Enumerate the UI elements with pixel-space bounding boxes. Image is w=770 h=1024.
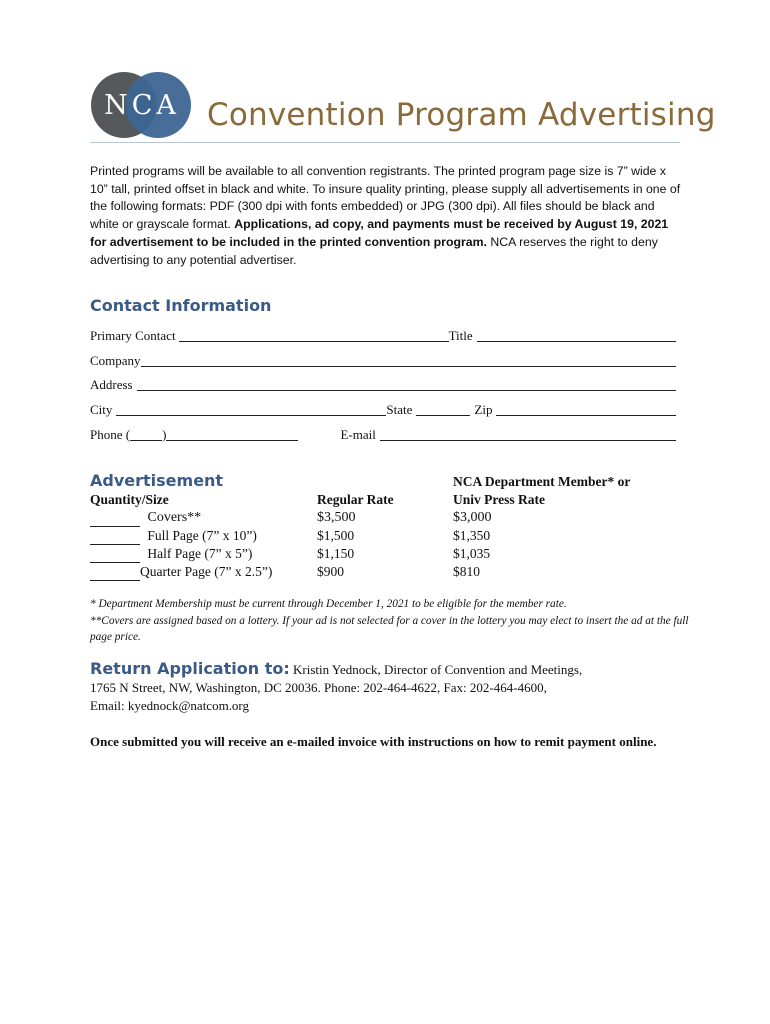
company-field[interactable] <box>141 354 676 367</box>
phone-paren: ) <box>162 427 167 442</box>
intro-text-start: Printed programs will be available to all convention registrants. The printed program page size is 7” wide x 10” tall, printed offset in black and white. To insure quality printing, please supply all advertisements in one of the following formats: PDF (300 dpi with fonts embedded) or JPG (300 dpi). All files should be black and white or grayscale format. <box>90 164 681 232</box>
return-line-1: Kristin Yednock, Director of Convention and Meetings, <box>289 662 583 677</box>
full-page-label: Full Page (7” x 10”) <box>147 528 257 543</box>
quantity-header: Quantity/Size <box>90 492 169 507</box>
covers-label: Covers** <box>147 510 202 525</box>
phone-label: Phone ( <box>90 427 131 442</box>
ad-row-quarter-page <box>90 563 272 581</box>
city-field[interactable] <box>116 403 386 416</box>
primary-contact-label: Primary Contact <box>90 328 176 343</box>
member-rate-value: $1,350 <box>453 528 491 543</box>
city-label: City <box>90 402 113 417</box>
phone-area-code-field[interactable] <box>130 428 162 441</box>
intro-text-end: NCA reserves the right to deny advertising to any potential advertiser. <box>90 234 658 267</box>
regular-rate-value: $1,500 <box>317 528 355 543</box>
member-rate-header-line2: Univ Press Rate <box>453 492 545 507</box>
intro-text-bold: Applications, ad copy, and payments must be received by August 19, 2021 for advertisement to be included in the printed convention program. <box>90 217 669 249</box>
email-field[interactable] <box>380 428 676 441</box>
contact-row-address <box>90 375 676 393</box>
member-rate-column <box>453 473 630 581</box>
company-label: Company <box>90 353 141 368</box>
ad-row-half-page <box>90 545 272 563</box>
logo-text: NCA <box>104 90 180 121</box>
quarter-page-quantity-field[interactable] <box>90 569 140 581</box>
member-rate-value: $810 <box>453 564 480 579</box>
address-field[interactable] <box>137 378 676 391</box>
regular-rate-value: $3,500 <box>317 510 356 525</box>
address-label: Address <box>90 377 133 392</box>
member-rate-value: $1,035 <box>453 546 491 561</box>
ad-row-full-page <box>90 527 272 545</box>
primary-contact-field[interactable] <box>179 329 449 342</box>
member-rate-value: $3,000 <box>453 510 492 525</box>
regular-rate-header: Regular Rate <box>317 492 394 507</box>
advertisement-heading: Advertisement <box>90 471 224 490</box>
state-label: State <box>386 402 413 417</box>
zip-field[interactable] <box>496 403 676 416</box>
half-page-label: Half Page (7” x 5”) <box>147 546 253 561</box>
membership-note: * Department Membership must be current through December 1, 2021 to be eligible for the member rate. <box>90 598 567 610</box>
quantity-column <box>90 491 272 581</box>
closing-statement: Once submitted you will receive an e-mailed invoice with instructions on how to remit payment online. <box>90 734 657 749</box>
intro-paragraph <box>90 163 682 269</box>
quarter-page-label: Quarter Page (7” x 2.5”) <box>140 564 273 579</box>
zip-label: Zip <box>474 402 493 417</box>
email-label: E-mail <box>340 427 376 442</box>
footnotes <box>90 596 690 646</box>
return-line-2: 1765 N Street, NW, Washington, DC 20036. Phone: 202-464-4622, Fax: 202-464-4600, <box>90 680 547 695</box>
title-divider <box>90 142 680 143</box>
contact-heading: Contact Information <box>90 296 272 315</box>
title-label: Title <box>448 328 473 343</box>
half-page-quantity-field[interactable] <box>90 551 140 563</box>
regular-rate-column <box>317 491 394 581</box>
full-page-quantity-field[interactable] <box>90 533 140 545</box>
nca-logo <box>90 70 194 140</box>
regular-rate-value: $900 <box>317 564 344 579</box>
return-line-3: Email: kyednock@natcom.org <box>90 698 250 713</box>
ad-row-covers <box>90 509 272 527</box>
contact-row-phone <box>90 425 676 443</box>
covers-note: **Covers are assigned based on a lottery. If your ad is not selected for a cover in the lottery you may elect to insert the ad at the full page price. <box>90 614 689 643</box>
return-application <box>90 660 690 715</box>
title-field[interactable] <box>477 329 676 342</box>
contact-row-company <box>90 351 676 369</box>
return-heading: Return Application to: <box>90 659 290 678</box>
covers-quantity-field[interactable] <box>90 515 140 527</box>
contact-row-primary <box>90 326 676 344</box>
page-title: Convention Program Advertising <box>207 97 716 133</box>
phone-field[interactable] <box>166 428 298 441</box>
member-rate-header-line1: NCA Department Member* or <box>453 474 631 489</box>
regular-rate-value: $1,150 <box>317 546 355 561</box>
state-field[interactable] <box>416 403 470 416</box>
contact-row-city <box>90 400 676 418</box>
